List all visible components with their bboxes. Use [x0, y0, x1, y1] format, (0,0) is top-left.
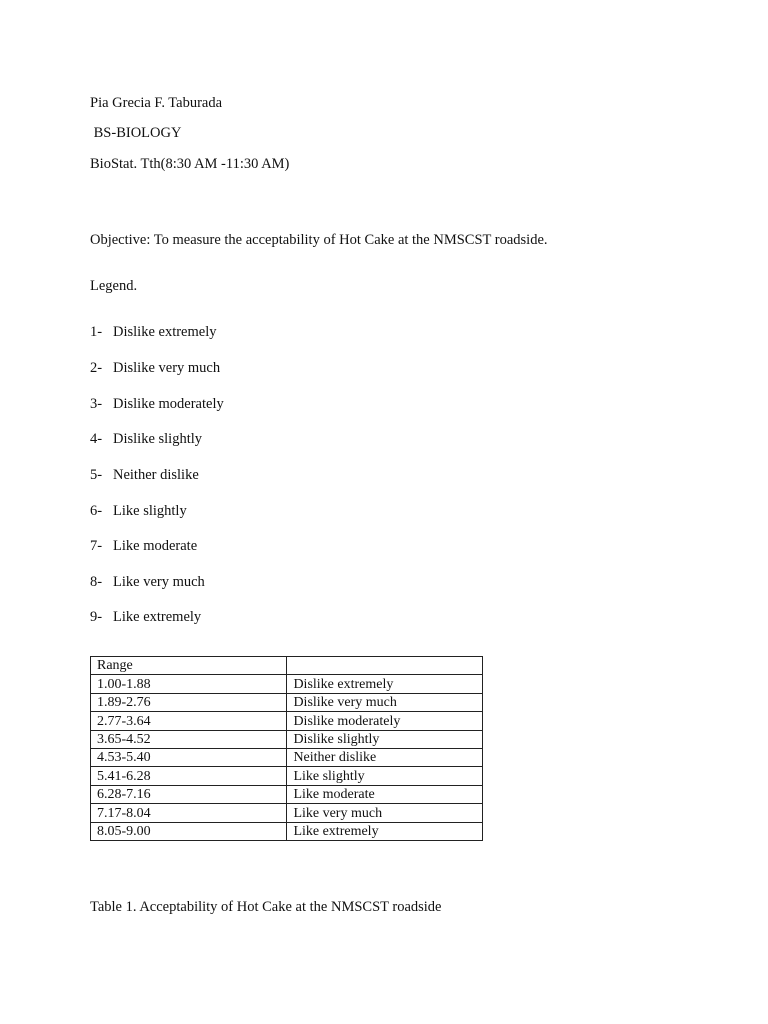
description-cell: Dislike extremely — [287, 675, 483, 693]
range-cell: 3.65-4.52 — [91, 730, 287, 748]
description-cell: Like moderate — [287, 785, 483, 803]
table-row — [91, 822, 483, 840]
range-cell: 5.41-6.28 — [91, 767, 287, 785]
legend-item — [90, 359, 220, 377]
description-cell: Dislike moderately — [287, 712, 483, 730]
table-row — [91, 767, 483, 785]
description-cell: Like very much — [287, 804, 483, 822]
legend-number: 2- — [90, 360, 103, 376]
legend-item — [90, 573, 205, 591]
legend-number: 6- — [90, 503, 103, 519]
author-name: Pia Grecia F. Taburada — [90, 95, 223, 111]
legend-number: 3- — [90, 396, 103, 412]
legend-label: Like moderate — [113, 538, 198, 554]
course-label: BS-BIOLOGY — [90, 125, 182, 141]
table-caption: Table 1. Acceptability of Hot Cake at the NMSCST roadside — [90, 899, 442, 915]
range-cell: 6.28-7.16 — [91, 785, 287, 803]
description-cell: Like slightly — [287, 767, 483, 785]
range-cell: 8.05-9.00 — [91, 822, 287, 840]
table-header-row — [91, 657, 483, 675]
legend-label: Dislike slightly — [113, 431, 203, 447]
table-header-cell: Range — [91, 657, 287, 675]
table-row — [91, 730, 483, 748]
range-table — [90, 656, 483, 841]
legend-number: 1- — [90, 324, 103, 340]
range-cell: 7.17-8.04 — [91, 804, 287, 822]
legend-label: Dislike extremely — [113, 324, 217, 340]
legend-number: 5- — [90, 467, 103, 483]
legend-item — [90, 430, 202, 448]
legend-item — [90, 537, 197, 555]
table-row — [91, 693, 483, 711]
table-row — [91, 748, 483, 766]
legend-number: 7- — [90, 538, 103, 554]
legend-item — [90, 502, 187, 520]
range-cell: 2.77-3.64 — [91, 712, 287, 730]
description-cell: Like extremely — [287, 822, 483, 840]
legend-label: Like slightly — [113, 503, 187, 519]
legend-item — [90, 395, 224, 413]
range-cell: 1.89-2.76 — [91, 693, 287, 711]
legend-label: Dislike very much — [113, 360, 221, 376]
description-cell: Dislike slightly — [287, 730, 483, 748]
legend-number: 4- — [90, 431, 103, 447]
range-cell: 4.53-5.40 — [91, 748, 287, 766]
objective-text: Objective: To measure the acceptability of Hot Cake at the NMSCST roadside. — [90, 232, 548, 248]
legend-title: Legend. — [90, 278, 138, 294]
description-cell: Neither dislike — [287, 748, 483, 766]
legend-number: 8- — [90, 574, 103, 590]
table-row — [91, 712, 483, 730]
schedule-label: BioStat. Tth(8:30 AM -11:30 AM) — [90, 156, 290, 172]
description-cell: Dislike very much — [287, 693, 483, 711]
legend-label: Like extremely — [113, 609, 202, 625]
legend-number: 9- — [90, 609, 103, 625]
legend-item — [90, 323, 216, 341]
table-row — [91, 785, 483, 803]
legend-item — [90, 466, 199, 484]
range-cell: 1.00-1.88 — [91, 675, 287, 693]
legend-label: Neither dislike — [113, 467, 199, 483]
legend-label: Like very much — [113, 574, 205, 590]
table-row — [91, 804, 483, 822]
table-header-cell — [287, 657, 483, 675]
legend-label: Dislike moderately — [113, 396, 224, 412]
legend-item — [90, 608, 201, 626]
table-row — [91, 675, 483, 693]
